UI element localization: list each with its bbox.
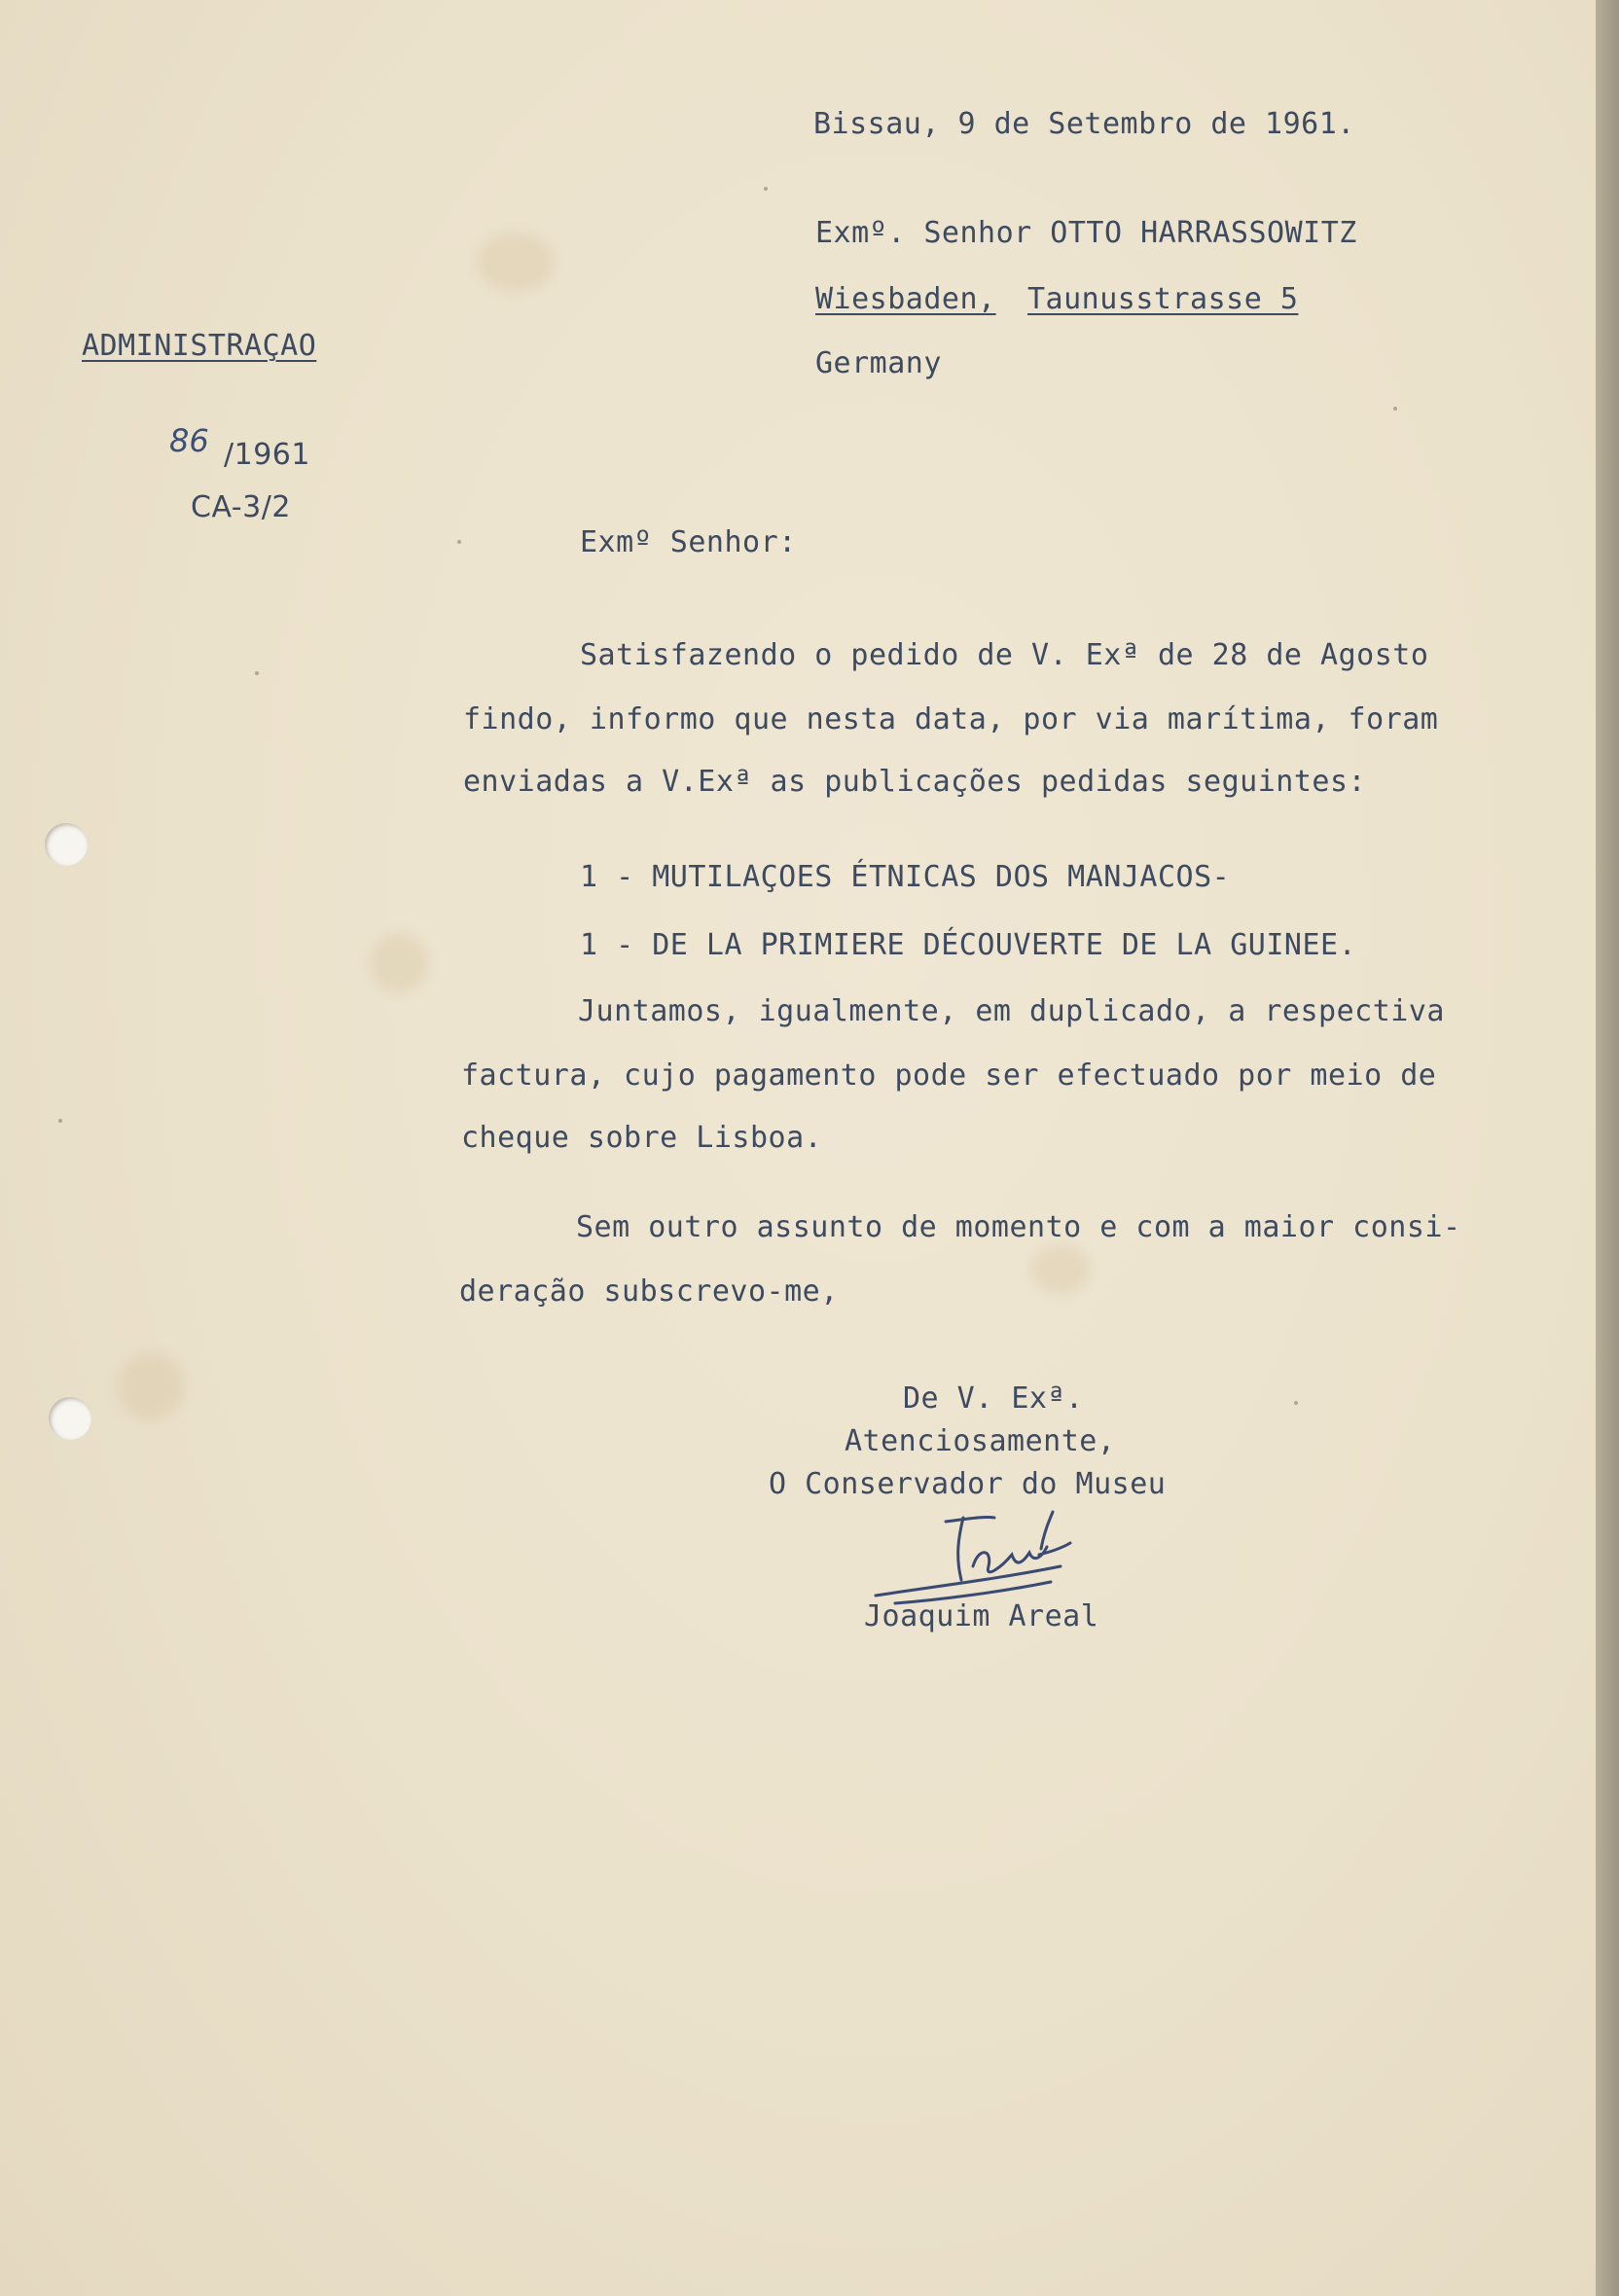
body-line: cheque sobre Lisboa. <box>461 1121 823 1155</box>
file-code: CA-3/2 <box>191 490 291 524</box>
salutation: Exmº Senhor: <box>580 525 797 559</box>
date-line: Bissau, 9 de Setembro de 1961. <box>813 107 1355 141</box>
paper-stain <box>1031 1245 1090 1294</box>
punch-hole-upper <box>45 823 88 866</box>
paper-stain <box>477 233 555 292</box>
paper-stain <box>370 934 428 992</box>
punch-hole-lower <box>49 1397 91 1440</box>
closing-line: De V. Exª. <box>903 1381 1084 1416</box>
body-line: enviadas a V.Exª as publicações pedidas seguintes: <box>463 765 1367 799</box>
reference-year: /1961 <box>224 438 310 472</box>
addressee-country: Germany <box>815 346 942 380</box>
paper-speck <box>1393 407 1397 411</box>
body-line: Satisfazendo o pedido de V. Exª de 28 de Agosto <box>580 638 1429 672</box>
paper-speck <box>764 187 768 191</box>
addressee-city: Wiesbaden, <box>815 282 996 316</box>
body-line: Juntamos, igualmente, em duplicado, a respectiva <box>578 994 1445 1028</box>
department-label: ADMINISTRAÇAO <box>82 329 317 363</box>
body-line: factura, cujo pagamento pode ser efectuado por meio de <box>461 1058 1437 1093</box>
paper-stain <box>117 1352 185 1420</box>
addressee-street: Taunusstrasse 5 <box>1027 282 1299 316</box>
paper-edge-shadow <box>1596 0 1619 2296</box>
paper-speck <box>58 1119 62 1123</box>
handwritten-signature <box>866 1498 1148 1615</box>
body-line: deração subscrevo-me, <box>459 1274 839 1309</box>
closing-line: Atenciosamente, <box>845 1424 1116 1458</box>
body-line: Sem outro assunto de momento e com a maior consi- <box>576 1210 1461 1244</box>
addressee-name: Exmº. Senhor OTTO HARRASSOWITZ <box>815 216 1357 250</box>
paper-speck <box>457 540 461 544</box>
publication-item: 1 - MUTILAÇOES ÉTNICAS DOS MANJACOS- <box>580 860 1231 894</box>
paper-speck <box>1294 1401 1298 1405</box>
closing-line: O Conservador do Museu <box>769 1467 1167 1501</box>
body-line: findo, informo que nesta data, por via marítima, foram <box>463 702 1439 736</box>
paper-speck <box>255 671 259 675</box>
publication-item: 1 - DE LA PRIMIERE DÉCOUVERTE DE LA GUINEE. <box>580 928 1357 962</box>
reference-handwritten-number: 86 <box>169 422 209 459</box>
signatory-name: Joaquim Areal <box>864 1599 1099 1633</box>
